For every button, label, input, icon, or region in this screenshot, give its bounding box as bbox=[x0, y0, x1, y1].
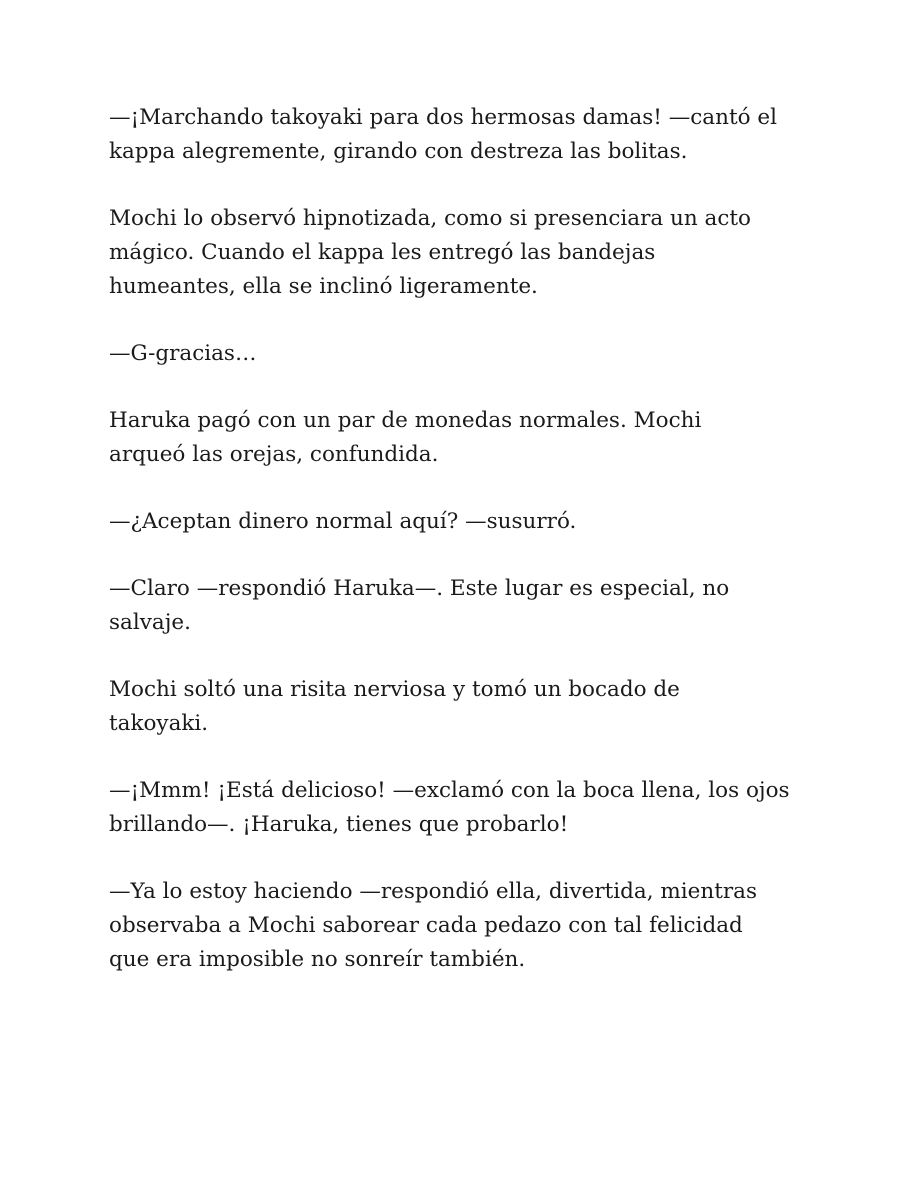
paragraph-2 bbox=[109, 202, 809, 304]
text-line: —¡Mmm! ¡Está delicioso! —exclamó con la boca llena, los ojos bbox=[109, 778, 790, 803]
text-line: —¡Marchando takoyaki para dos hermosas damas! —cantó el bbox=[109, 105, 777, 130]
paragraph-1 bbox=[109, 101, 809, 169]
text-line: brillando—. ¡Haruka, tienes que probarlo! bbox=[109, 812, 569, 837]
paragraph-7 bbox=[109, 673, 809, 741]
text-line: —¿Aceptan dinero normal aquí? —susurró. bbox=[109, 509, 577, 534]
text-line: —G-gracias… bbox=[109, 341, 257, 366]
text-line: Mochi lo observó hipnotizada, como si presenciara un acto bbox=[109, 206, 751, 231]
text-line: Haruka pagó con un par de monedas normales. Mochi bbox=[109, 408, 702, 433]
text-line: Mochi soltó una risita nerviosa y tomó un bocado de bbox=[109, 677, 680, 702]
text-line: arqueó las orejas, confundida. bbox=[109, 442, 439, 467]
paragraph-3 bbox=[109, 337, 809, 371]
text-line: observaba a Mochi saborear cada pedazo con tal felicidad bbox=[109, 913, 743, 938]
paragraph-4 bbox=[109, 404, 809, 472]
text-line: —Ya lo estoy haciendo —respondió ella, divertida, mientras bbox=[109, 879, 757, 904]
paragraph-6 bbox=[109, 572, 809, 640]
story-text bbox=[109, 101, 809, 1010]
text-line: takoyaki. bbox=[109, 711, 209, 736]
text-line: que era imposible no sonreír también. bbox=[109, 947, 526, 972]
text-line: mágico. Cuando el kappa les entregó las bandejas bbox=[109, 240, 656, 265]
text-line: kappa alegremente, girando con destreza las bolitas. bbox=[109, 139, 688, 164]
text-line: —Claro —respondió Haruka—. Este lugar es especial, no bbox=[109, 576, 730, 601]
text-line: humeantes, ella se inclinó ligeramente. bbox=[109, 274, 538, 299]
paragraph-8 bbox=[109, 774, 809, 842]
paragraph-9 bbox=[109, 875, 809, 977]
paragraph-5 bbox=[109, 505, 809, 539]
text-line: salvaje. bbox=[109, 610, 191, 635]
